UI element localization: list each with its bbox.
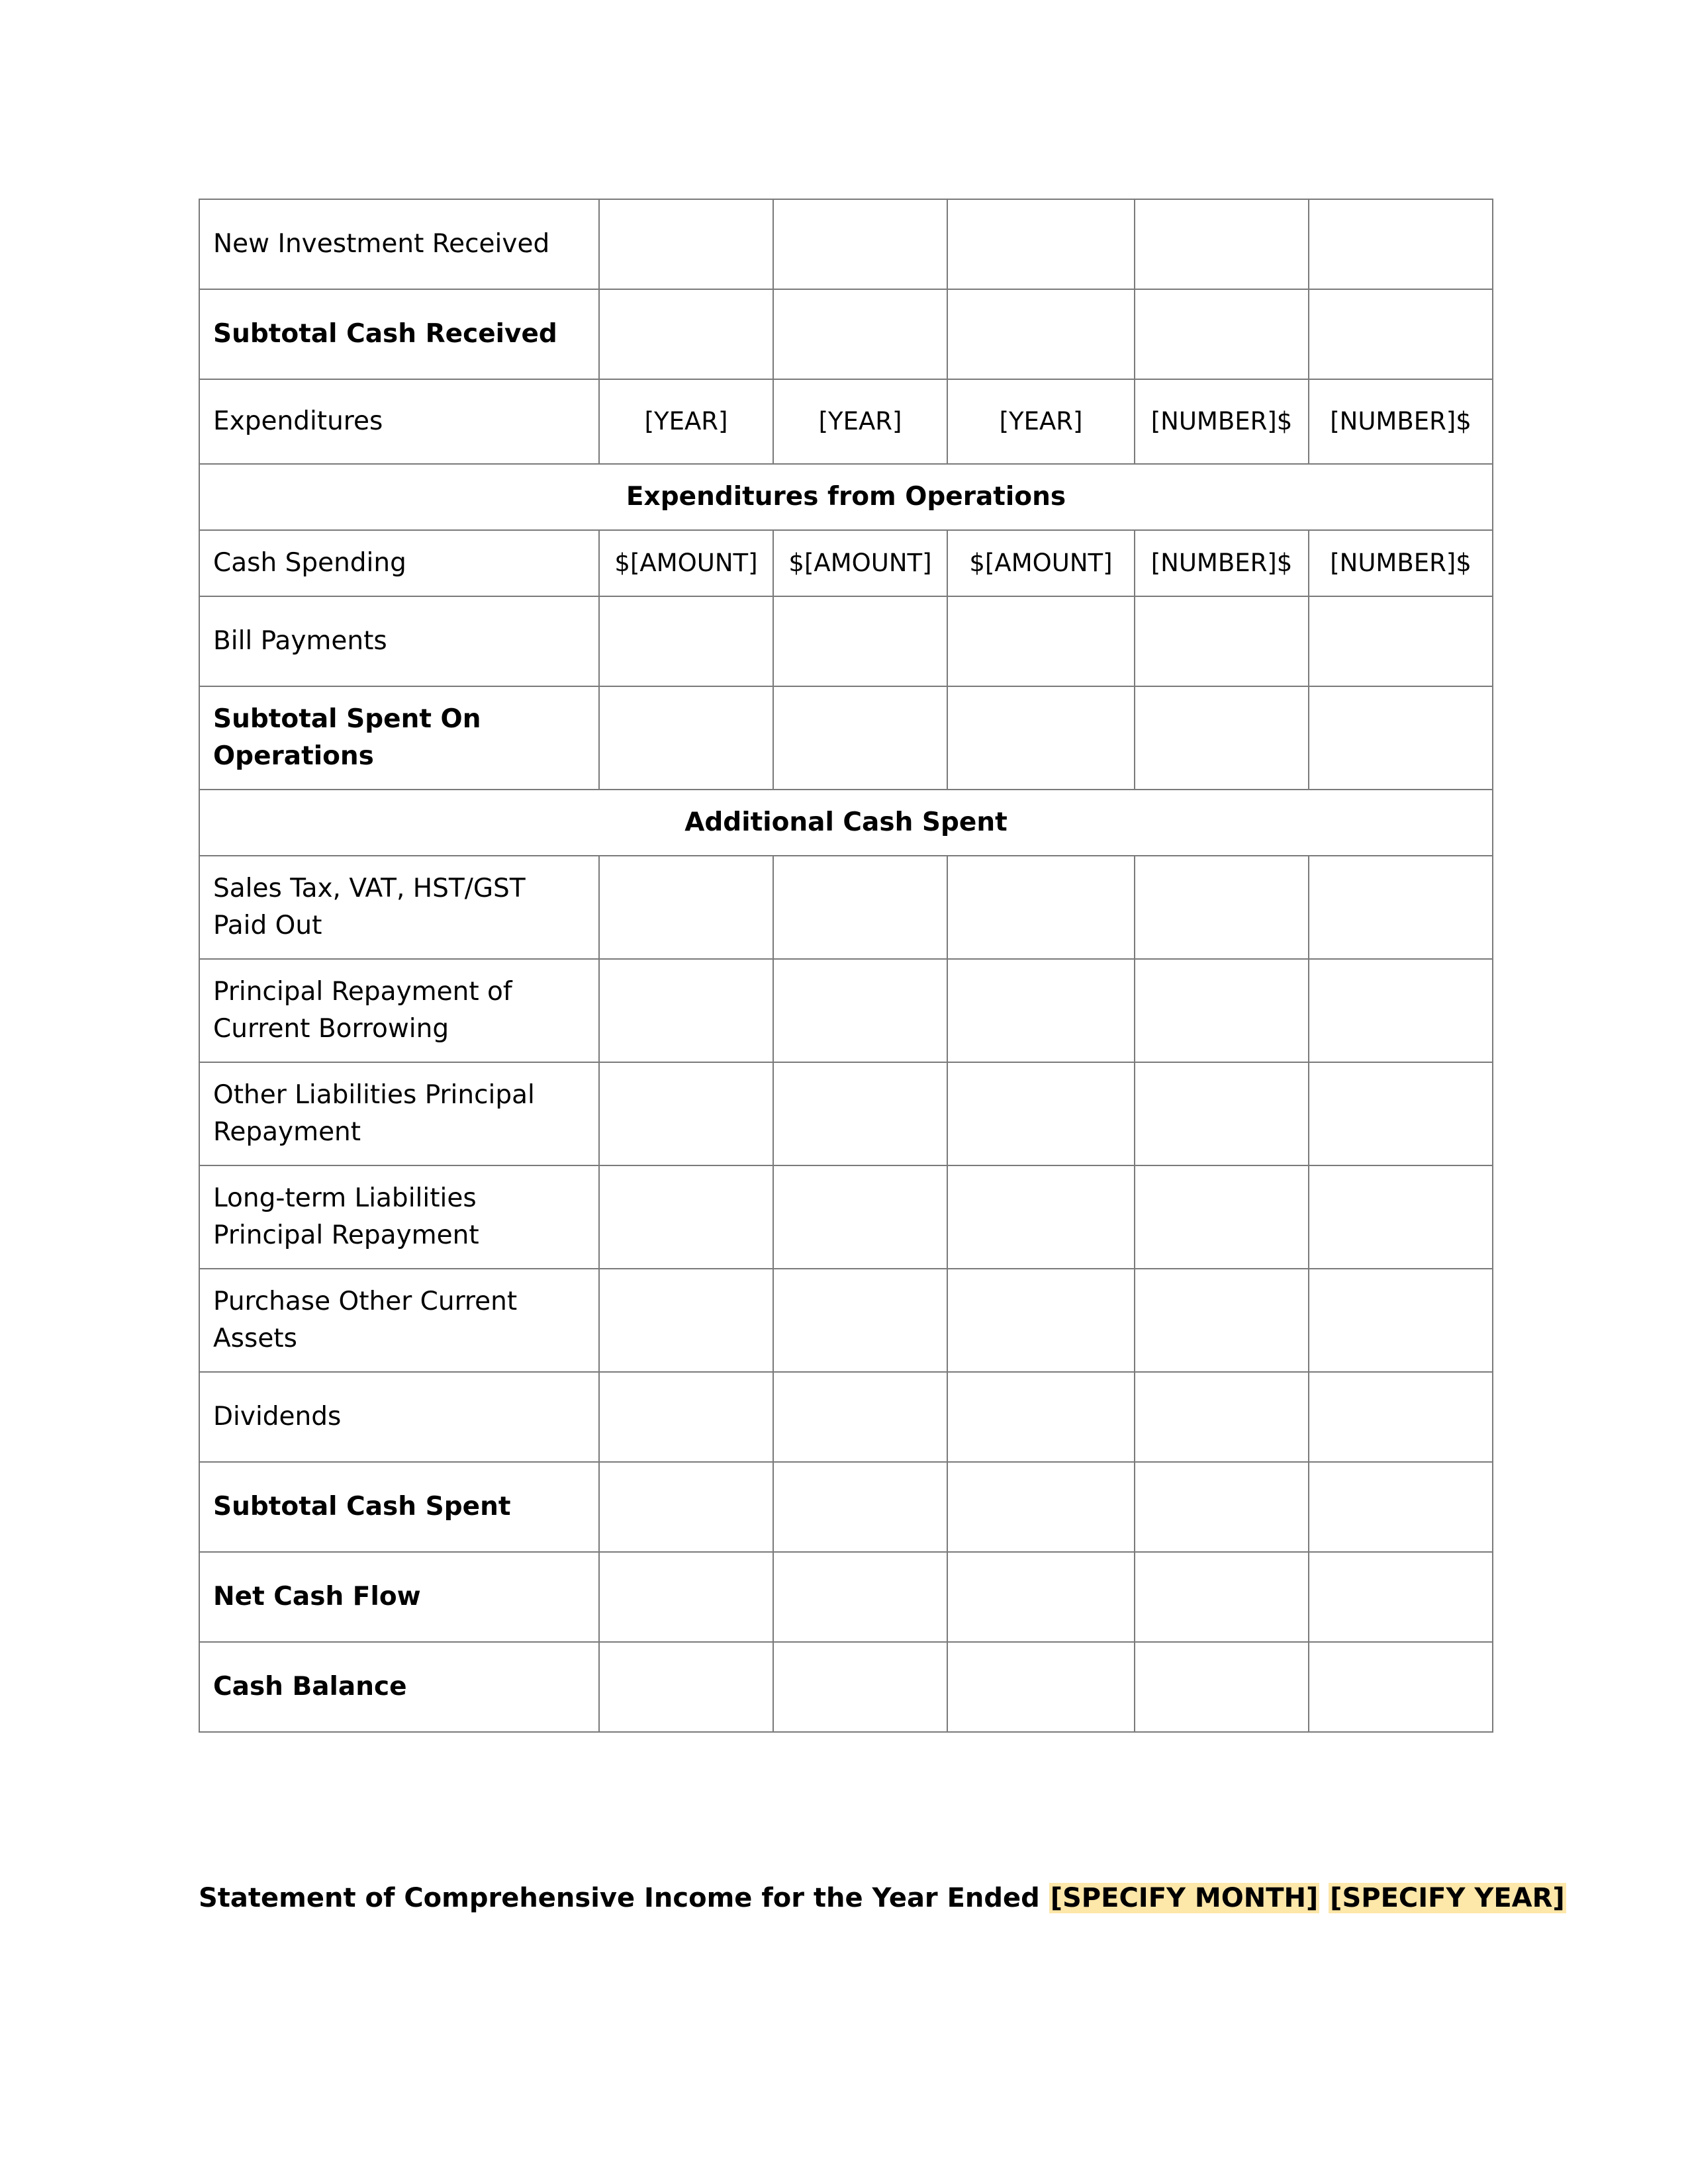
value-cell (773, 199, 947, 289)
value-cell (773, 1165, 947, 1269)
value-cell (1135, 1269, 1309, 1372)
value-cell (1135, 1372, 1309, 1462)
table-row (199, 1642, 1493, 1732)
value-cell (599, 1269, 773, 1372)
table-row (199, 1165, 1493, 1269)
value-cell (1309, 199, 1493, 289)
value-cell (1309, 1165, 1493, 1269)
cash-flow-table (199, 199, 1493, 1733)
value-cell (947, 1642, 1135, 1732)
value-cell: [NUMBER]$ (1135, 379, 1309, 464)
row-label: Principal Repayment of Current Borrowing (199, 959, 599, 1062)
value-cell (599, 289, 773, 379)
value-cell (599, 1462, 773, 1552)
value-cell (947, 1372, 1135, 1462)
row-label: Purchase Other Current Assets (199, 1269, 599, 1372)
value-cell (1135, 856, 1309, 959)
value-cell (773, 1642, 947, 1732)
value-cell (1309, 1642, 1493, 1732)
value-cell (1309, 856, 1493, 959)
table-row (199, 1062, 1493, 1165)
value-cell (947, 1165, 1135, 1269)
value-cell (773, 1552, 947, 1642)
value-cell (1309, 1269, 1493, 1372)
value-cell (947, 1269, 1135, 1372)
value-cell (599, 596, 773, 686)
value-cell (1135, 596, 1309, 686)
value-cell (1135, 1062, 1309, 1165)
table-section-header-row (199, 790, 1493, 856)
row-label: Subtotal Cash Received (199, 289, 599, 379)
row-label: Cash Spending (199, 530, 599, 596)
value-cell: $[AMOUNT] (947, 530, 1135, 596)
table-row (199, 379, 1493, 464)
value-cell (599, 686, 773, 790)
table-row (199, 686, 1493, 790)
row-label: Cash Balance (199, 1642, 599, 1732)
value-cell: $[AMOUNT] (599, 530, 773, 596)
row-label: New Investment Received (199, 199, 599, 289)
table-row (199, 1552, 1493, 1642)
row-label: Net Cash Flow (199, 1552, 599, 1642)
table-row (199, 289, 1493, 379)
value-cell (599, 1165, 773, 1269)
value-cell: [YEAR] (599, 379, 773, 464)
value-cell (1135, 1462, 1309, 1552)
value-cell (773, 686, 947, 790)
value-cell (599, 1372, 773, 1462)
table-section-header-row (199, 464, 1493, 530)
value-cell: $[AMOUNT] (773, 530, 947, 596)
row-label: Subtotal Spent On Operations (199, 686, 599, 790)
value-cell (947, 1062, 1135, 1165)
value-cell (773, 289, 947, 379)
value-cell (773, 1062, 947, 1165)
row-label: Dividends (199, 1372, 599, 1462)
value-cell (599, 856, 773, 959)
income-statement-heading (199, 1880, 1566, 1917)
section-header: Expenditures from Operations (199, 464, 1493, 530)
value-cell (1309, 1462, 1493, 1552)
value-cell (1309, 1062, 1493, 1165)
specify-year-placeholder: [SPECIFY YEAR] (1330, 1883, 1565, 1913)
value-cell (1309, 289, 1493, 379)
table-row (199, 856, 1493, 959)
value-cell (947, 289, 1135, 379)
table-row (199, 596, 1493, 686)
table-row (199, 1462, 1493, 1552)
value-cell (947, 596, 1135, 686)
value-cell (1135, 1642, 1309, 1732)
table-row (199, 1269, 1493, 1372)
table-row (199, 959, 1493, 1062)
cash-flow-table-body (199, 199, 1493, 1732)
value-cell (1135, 199, 1309, 289)
value-cell: [NUMBER]$ (1309, 379, 1493, 464)
value-cell: [NUMBER]$ (1135, 530, 1309, 596)
value-cell (947, 199, 1135, 289)
value-cell (773, 596, 947, 686)
value-cell (1135, 1165, 1309, 1269)
row-label: Bill Payments (199, 596, 599, 686)
value-cell (773, 1462, 947, 1552)
value-cell (599, 1062, 773, 1165)
table-row (199, 1372, 1493, 1462)
value-cell: [YEAR] (947, 379, 1135, 464)
value-cell (599, 1552, 773, 1642)
value-cell (1309, 596, 1493, 686)
value-cell (947, 1462, 1135, 1552)
value-cell (1135, 686, 1309, 790)
row-label: Sales Tax, VAT, HST/GST Paid Out (199, 856, 599, 959)
value-cell (599, 199, 773, 289)
value-cell (773, 856, 947, 959)
value-cell (1135, 1552, 1309, 1642)
value-cell (773, 959, 947, 1062)
value-cell (1309, 1552, 1493, 1642)
row-label: Other Liabilities Principal Repayment (199, 1062, 599, 1165)
value-cell (947, 959, 1135, 1062)
value-cell (599, 959, 773, 1062)
value-cell (599, 1642, 773, 1732)
row-label: Subtotal Cash Spent (199, 1462, 599, 1552)
value-cell (1135, 289, 1309, 379)
value-cell (947, 686, 1135, 790)
value-cell: [YEAR] (773, 379, 947, 464)
value-cell (773, 1269, 947, 1372)
specify-month-placeholder: [SPECIFY MONTH] (1050, 1883, 1319, 1913)
row-label: Long-term Liabilities Principal Repayment (199, 1165, 599, 1269)
value-cell (773, 1372, 947, 1462)
section-header: Additional Cash Spent (199, 790, 1493, 856)
value-cell (1309, 1372, 1493, 1462)
value-cell (947, 1552, 1135, 1642)
value-cell (1135, 959, 1309, 1062)
value-cell: [NUMBER]$ (1309, 530, 1493, 596)
table-row (199, 199, 1493, 289)
value-cell (1309, 959, 1493, 1062)
table-row (199, 530, 1493, 596)
row-label: Expenditures (199, 379, 599, 464)
income-statement-heading-text: Statement of Comprehensive Income for the Year Ended (199, 1883, 1040, 1913)
value-cell (947, 856, 1135, 959)
value-cell (1309, 686, 1493, 790)
